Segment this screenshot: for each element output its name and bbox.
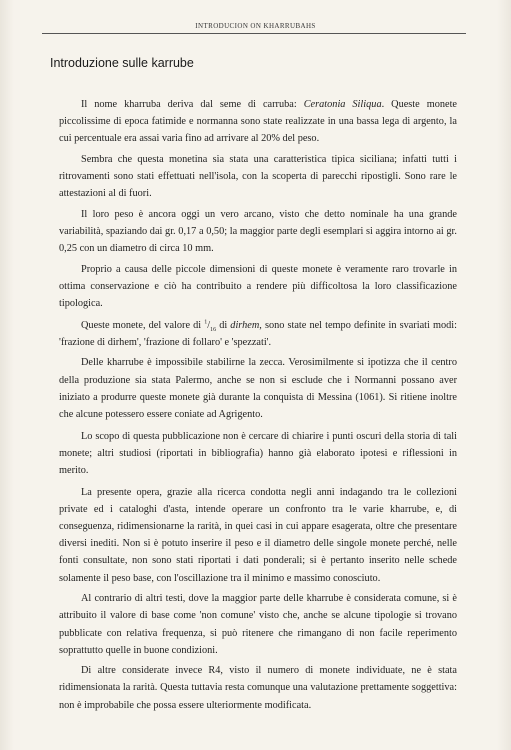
paragraph-1 xyxy=(59,96,457,148)
paragraph-3: Il loro peso è ancora oggi un vero arcano, visto che detto nominale ha una grande variabilità, spaziando dai gr. 0,17 a 0,50; la maggior parte degli esemplari si aggira intorno ai gr. 0,25 con un diametro di circa 10 mm. xyxy=(59,208,457,255)
paragraph-1-italic: Ceratonia Siliqua xyxy=(303,99,382,110)
body-text xyxy=(59,96,457,717)
paragraph-2: Sembra che questa monetina sia stata una caratteristica tipica siciliana; infatti tutti i ritrovamenti sono stati effettuati nell'isola, con la scoperta di parecchi ripostigli. Sono rare le attestazioni al di fuori. xyxy=(59,153,457,200)
paragraph-8: La presente opera, grazie alla ricerca condotta negli anni indagando tra le collezioni private ed i cataloghi d'asta, intende operare un confronto tra le varie kharrube, e, di conseguenza, ridimensionarne la rarità, in quei casi in cui appare esagerata, oltre che presentare diversi inediti. Non si è potuto inserire il peso e il diametro delle singole monete perché, nelle fonti consultate, non sono stati riportati i dati ponderali; si è pertanto inserito nelle schede solamente il peso base, con l'oscillazione tra il minimo e massimo conosciuto. xyxy=(59,486,457,584)
paragraph-5-text-a: Queste monete, del valore di xyxy=(81,319,205,331)
running-header: INTRODUCION ON KHARRUBAHS xyxy=(195,22,316,30)
paragraph-1-text-b: . Queste monete piccolissime di epoca fatimide e normanna sono state realizzate in una bassa lega di argento, la cui percentuale era assai varia fino ad arrivare al 20% del peso. xyxy=(59,99,457,145)
paragraph-4: Proprio a causa delle piccole dimensioni di queste monete è veramente raro trovarle in ottima conservazione e ciò ha contribuito a rendere più difficoltosa la loro classificazione tipologica. xyxy=(59,263,457,310)
paragraph-1-text-a: Il nome kharruba deriva dal seme di carruba: xyxy=(81,99,304,110)
paragraph-6: Delle kharrube è impossibile stabilirne la zecca. Verosimilmente si ipotizza che il centro della produzione sia stata Palermo, anche se non si esclude che i Normanni possano aver iniziato a produrre queste monete già durante la conquista di Messina (1061). Si ritiene inoltre che alcune potessero essere coniate ad Agrigento. xyxy=(59,357,457,421)
paragraph-5-text-c: di xyxy=(216,319,231,331)
paragraph-5-italic: dirhem xyxy=(230,319,260,331)
paragraph-10: Di altre considerate invece R4, visto il numero di monete individuate, ne è stata ridimensionata la rarità. Questa tuttavia resta comunque una valutazione prettamente soggettiva: non è improbabile che possa essere ulteriormente modificata. xyxy=(59,665,457,711)
paragraph-5-text-b: , sono state nel tempo definite in svariati modi: 'frazione di dirhem', 'frazione di follaro' e 'spezzati'. xyxy=(59,319,457,348)
paragraph-7: Lo scopo di questa pubblicazione non è cercare di chiarire i punti oscuri della storia di tali monete; altri studiosi (riportati in bibliografia) hanno già elaborato ipotesi e riflessioni in merito. xyxy=(59,430,457,477)
paragraph-5: Queste monete, del valore di $^1/_{16}$ di dirhem, sono state nel tempo definite in svariati modi: 'frazione di dirhem', 'frazione di follaro' e 'spezzati'. xyxy=(59,319,457,348)
fraction-denominator: 16 xyxy=(210,326,217,333)
paragraph-9: Al contrario di altri testi, dove la maggior parte delle kharrube è considerata comune, si è attribuito il valore di base come 'non comune' visto che, anche se alcune tipologie si trovano pubblicate con relativa frequenza, si può ritenere che rimangano di non facile reperimento soprattutto quelle in buone condizioni. xyxy=(59,593,457,656)
header-rule xyxy=(42,33,466,34)
section-heading: Introduzione sulle karrube xyxy=(50,56,194,70)
fraction-numerator: 1 xyxy=(204,319,208,326)
